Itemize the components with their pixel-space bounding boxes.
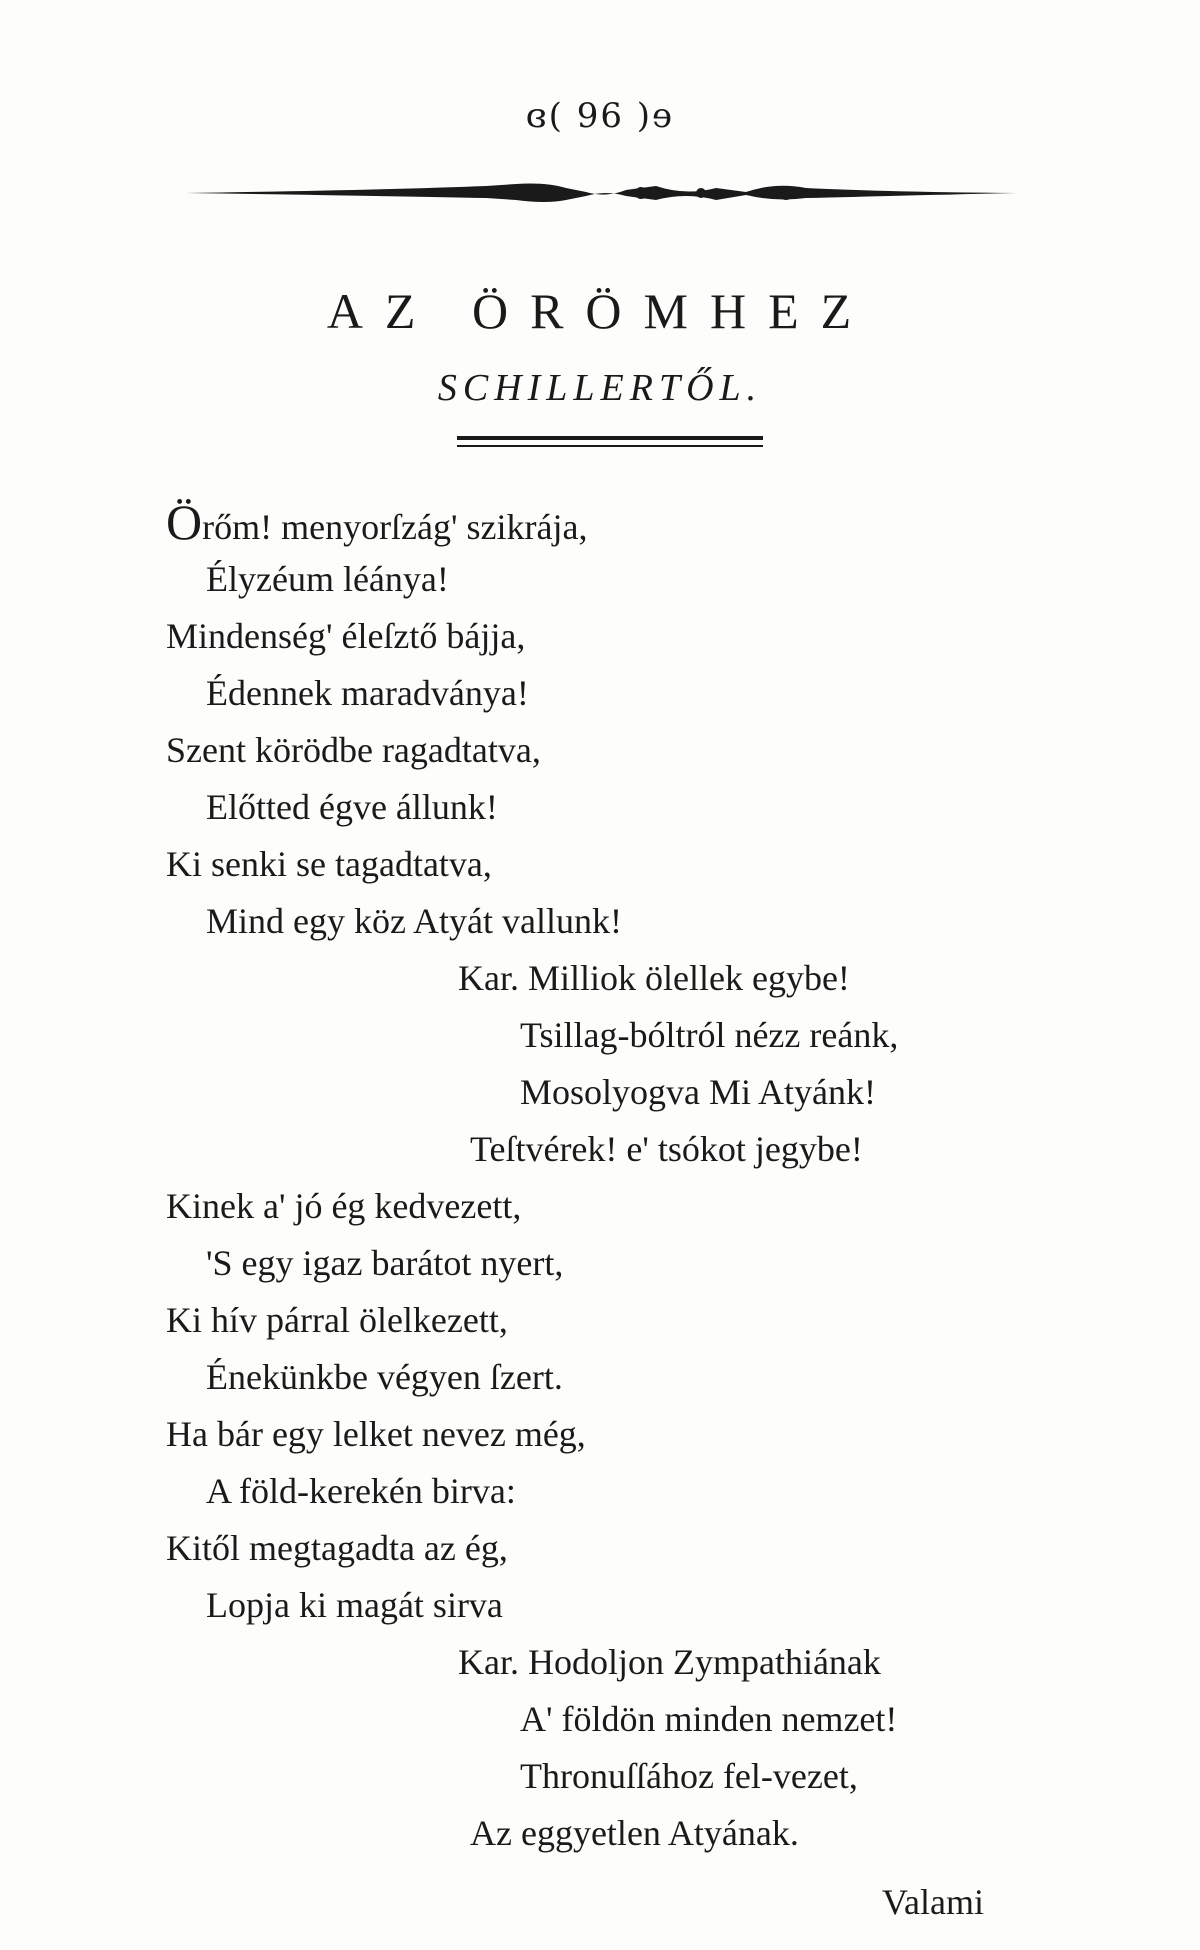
verse-line: Ha bár egy lelket nevez még, [166,1414,586,1454]
chorus-line: Kar. Hodoljon Zympathiának [458,1642,881,1682]
chorus-line: Mosolyogva Mi Atyánk! [520,1072,876,1112]
verse-line: Előtted égve állunk! [206,787,498,827]
verse-line: Kinek a' jó ég kedvezett, [166,1186,522,1226]
verse-line: Örőm! menyorſzág' szikrája, [166,494,588,550]
verse-line: Mindenség' éleſztő bájja, [166,616,526,656]
verse-line: Szent körödbe ragadtatva, [166,730,541,770]
verse-line: Édennek maradványa! [206,673,529,713]
verse-line: Mind egy köz Atyát vallunk! [206,901,622,941]
verse-line: Kitől megtagadta az ég, [166,1528,508,1568]
catchword: Valami [882,1882,984,1922]
poem-title: AZ ÖRÖMHEZ [326,283,874,339]
page-number: ɞ( 96 )ɘ [525,96,675,136]
rule-line [457,445,763,447]
verse-line: Énekünkbe végyen ſzert. [206,1357,563,1397]
chorus-line: Kar. Milliok ölellek egybe! [458,958,850,998]
ornament-rule-icon [186,178,1016,208]
verse-line: A föld-kerekén birva: [206,1471,516,1511]
poem-subtitle: SCHILLERTŐL. [437,367,763,409]
verse-line: Ki senki se tagadtatva, [166,844,492,884]
chorus-line: Tsillag-bóltról nézz reánk, [520,1015,899,1055]
chorus-line: Az eggyetlen Atyának. [470,1813,799,1853]
chorus-line: A' földön minden nemzet! [520,1699,898,1739]
verse-line: Élyzéum léánya! [206,559,449,599]
verse-line: 'S egy igaz barátot nyert, [206,1243,564,1283]
chorus-line: Teſtvérek! e' tsókot jegybe! [470,1129,863,1169]
double-rule [457,436,763,452]
rule-line [457,436,763,440]
drop-cap: Ö [166,494,203,550]
verse-line: Lopja ki magát sirva [206,1585,503,1625]
verse-line: Ki hív párral ölelkezett, [166,1300,508,1340]
chorus-line: Thronuſſához fel-vezet, [520,1756,858,1796]
